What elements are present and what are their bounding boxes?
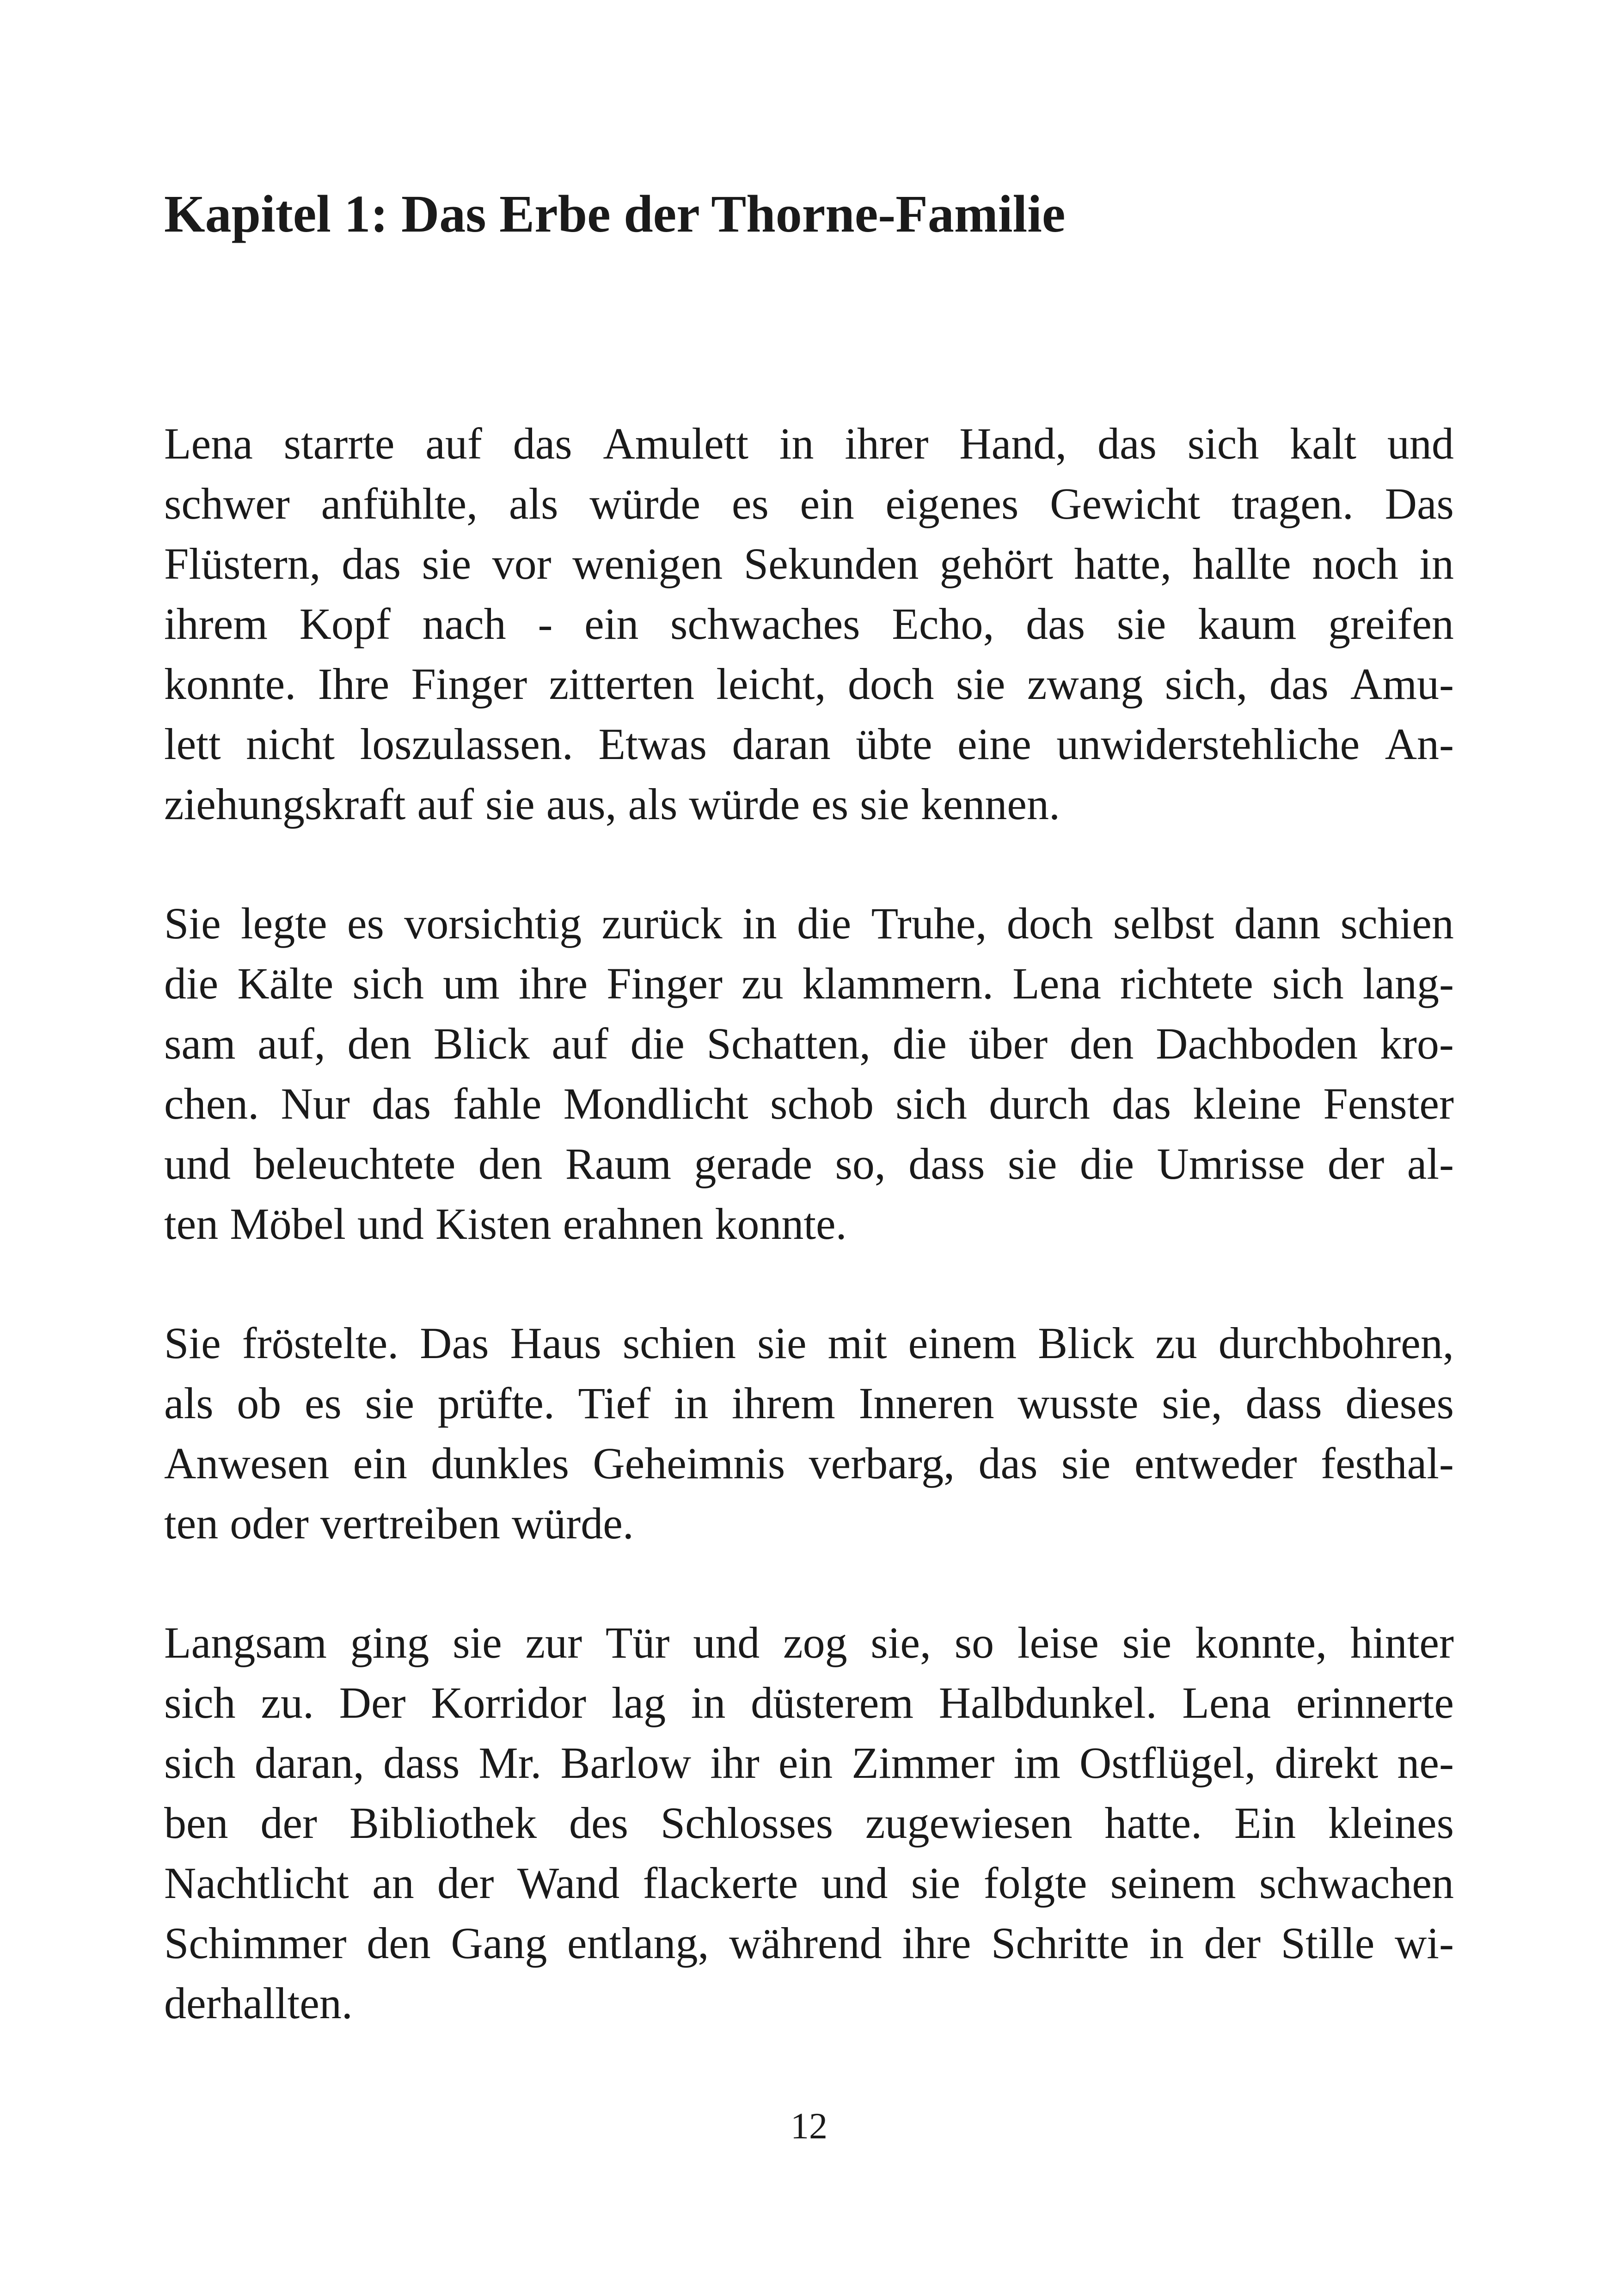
text-line: ziehungskraft auf sie aus, als würde es sie kennen. — [164, 779, 1060, 829]
text-line: ten Möbel und Kisten erahnen konnte. — [164, 1199, 847, 1249]
text-line: konnte. Ihre Finger zitterten leicht, doch sie zwang sich, das Amu- — [164, 659, 1454, 709]
text-line: sam auf, den Blick auf die Schatten, die über den Dachboden kro- — [164, 1019, 1454, 1068]
text-line: chen. Nur das fahle Mondlicht schob sich durch das kleine Fenster — [164, 1079, 1454, 1128]
text-line: und beleuchtete den Raum gerade so, dass sie die Umrisse der al- — [164, 1139, 1454, 1188]
text-line: Langsam ging sie zur Tür und zog sie, so leise sie konnte, hinter — [164, 1618, 1454, 1667]
text-line: schwer anfühlte, als würde es ein eigenes Gewicht tragen. Das — [164, 479, 1454, 528]
text-line: Lena starrte auf das Amulett in ihrer Hand, das sich kalt und — [164, 419, 1454, 468]
paragraph-1 — [164, 414, 1454, 834]
text-line: sich zu. Der Korridor lag in düsterem Halbdunkel. Lena erinnerte — [164, 1678, 1454, 1727]
paragraph-4 — [164, 1613, 1454, 2033]
text-line: ten oder vertreiben würde. — [164, 1499, 634, 1548]
text-line: Sie legte es vorsichtig zurück in die Truhe, doch selbst dann schien — [164, 899, 1454, 948]
text-line: lett nicht loszulassen. Etwas daran übte eine unwiderstehliche An- — [164, 719, 1454, 769]
body-text — [164, 414, 1454, 2093]
text-line: Anwesen ein dunkles Geheimnis verbarg, das sie entweder festhal- — [164, 1439, 1454, 1488]
text-line: sich daran, dass Mr. Barlow ihr ein Zimmer im Ostflügel, direkt ne- — [164, 1738, 1454, 1788]
text-line: Sie fröstelte. Das Haus schien sie mit einem Blick zu durchbohren, — [164, 1318, 1454, 1368]
text-line: die Kälte sich um ihre Finger zu klammern. Lena richtete sich lang- — [164, 959, 1454, 1008]
text-line: Schimmer den Gang entlang, während ihre Schritte in der Stille wi- — [164, 1918, 1454, 1968]
paragraph-2 — [164, 894, 1454, 1254]
text-line: Nachtlicht an der Wand flackerte und sie folgte seinem schwachen — [164, 1858, 1454, 1908]
chapter-title: Kapitel 1: Das Erbe der Thorne-Familie — [164, 184, 1066, 243]
text-line: derhallten. — [164, 1978, 353, 2028]
text-line: ben der Bibliothek des Schlosses zugewiesen hatte. Ein kleines — [164, 1798, 1454, 1848]
text-line: als ob es sie prüfte. Tief in ihrem Inneren wusste sie, dass dieses — [164, 1378, 1454, 1428]
paragraph-3 — [164, 1313, 1454, 1554]
text-line: Flüstern, das sie vor wenigen Sekunden gehört hatte, hallte noch in — [164, 539, 1454, 588]
text-line: ihrem Kopf nach - ein schwaches Echo, das sie kaum greifen — [164, 599, 1454, 649]
page-number: 12 — [791, 2106, 827, 2147]
